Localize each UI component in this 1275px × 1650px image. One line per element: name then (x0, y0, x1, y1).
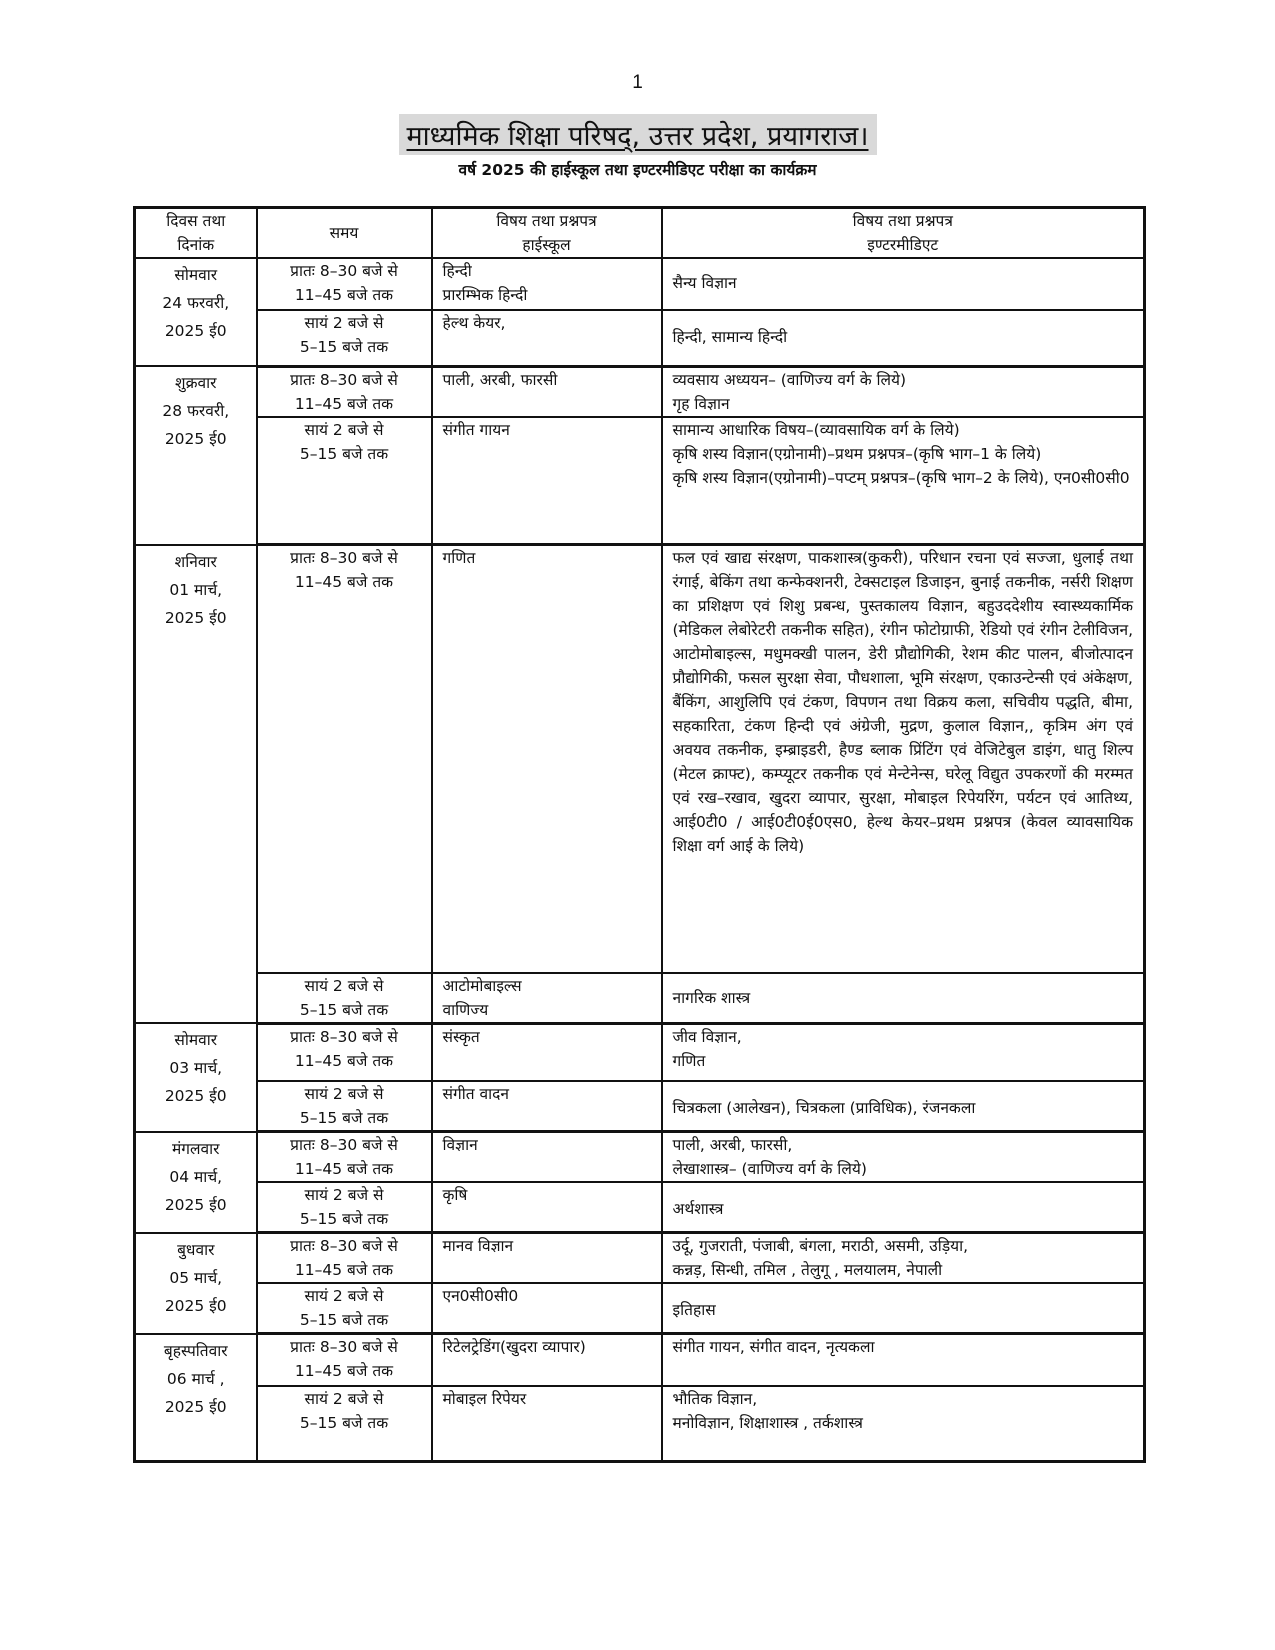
time-cell-line: प्रातः 8–30 बजे से (290, 549, 398, 567)
time-cell-line: सायं 2 बजे से (304, 314, 384, 332)
day-date-line: 03 मार्च, (169, 1059, 223, 1077)
day-date-line: मंगलवार (172, 1139, 220, 1158)
highschool-subject-cell (432, 310, 662, 366)
day-date-cell (135, 1334, 257, 1462)
time-cell-line: 11–45 बजे तक (294, 1160, 394, 1178)
time-cell-line: 11–45 बजे तक (294, 573, 394, 591)
intermediate-subject-cell-line: भौतिक विज्ञान, (672, 1389, 758, 1408)
highschool-subject-cell (432, 973, 662, 1024)
time-cell-line: सायं 2 बजे से (304, 1186, 384, 1204)
day-date-line: 2025 ई0 (164, 1087, 227, 1105)
table-row (135, 973, 1145, 1024)
highschool-subject-cell-line: संस्कृत (442, 1027, 480, 1046)
page-title: माध्यमिक शिक्षा परिषद्, उत्तर प्रदेश, प्रयागराज। (399, 114, 877, 155)
intermediate-subject-cell (662, 1283, 1145, 1334)
cell-wrap (673, 1082, 1134, 1120)
page-number: 1 (632, 72, 643, 93)
intermediate-subject-cell-line: पाली, अरबी, फारसी, (672, 1136, 793, 1154)
intermediate-subject-cell-line: सामान्य आधारिक विषय–(व्यावसायिक वर्ग के लिये) (672, 420, 960, 439)
intermediate-subject-cell-line: चित्रकला (आलेखन), चित्रकला (प्राविधिक), रंजनकला (672, 1099, 976, 1117)
day-date-line: सोमवार (174, 266, 218, 284)
highschool-subject-cell (432, 1283, 662, 1334)
table-row (135, 366, 1145, 417)
intermediate-subject-cell (662, 1233, 1145, 1284)
time-cell (257, 545, 432, 973)
highschool-subject-cell (432, 1233, 662, 1284)
time-cell-line: 11–45 बजे तक (294, 394, 394, 413)
intermediate-subject-cell-line: संगीत गायन, संगीत वादन, नृत्यकला (672, 1338, 875, 1356)
day-date-cell (135, 258, 257, 366)
day-date-cell (135, 366, 257, 545)
time-cell-line: 5–15 बजे तक (299, 1210, 389, 1228)
highschool-subject-cell-line: विज्ञान (442, 1136, 478, 1154)
time-cell (257, 1023, 432, 1081)
day-date-line: सोमवार (174, 1031, 218, 1049)
header-hs-line1: विषय तथा प्रश्नपत्र (496, 212, 597, 230)
intermediate-subject-cell-line: कृषि शस्य विज्ञान(एग्रोनामी)–प्रथम प्रश्नपत्र–(कृषि भाग–1 के लिये) (672, 444, 1042, 463)
highschool-subject-cell-line: प्रारम्भिक हिन्दी (442, 286, 528, 304)
time-cell-line: सायं 2 बजे से (304, 1389, 384, 1408)
time-cell-line: 5–15 बजे तक (299, 1413, 389, 1432)
table-row (135, 1132, 1145, 1183)
intermediate-subject-cell-line: जीव विज्ञान, (672, 1027, 742, 1046)
intermediate-subject-cell-line: इतिहास (672, 1301, 716, 1319)
highschool-subject-cell (432, 1386, 662, 1462)
day-date-line: बुधवार (177, 1240, 215, 1259)
table-row (135, 258, 1145, 310)
day-date-line: 28 फरवरी, (162, 402, 230, 420)
table-row (135, 310, 1145, 366)
time-cell-line: सायं 2 बजे से (304, 1287, 384, 1305)
header-day-line: दिवस तथा (166, 212, 226, 230)
intermediate-subject-cell (662, 1334, 1145, 1386)
time-cell-line: प्रातः 8–30 बजे से (290, 1338, 398, 1356)
highschool-subject-cell (432, 1023, 662, 1081)
table-row (135, 545, 1145, 973)
header-highschool (432, 208, 662, 259)
highschool-subject-cell-line: मानव विज्ञान (442, 1237, 514, 1255)
table-row (135, 1334, 1145, 1386)
intermediate-subject-cell-line: लेखाशास्त्र– (वाणिज्य वर्ग के लिये) (672, 1160, 867, 1178)
exam-schedule-table (133, 206, 1146, 1463)
time-cell (257, 1283, 432, 1334)
time-cell-line: प्रातः 8–30 बजे से (290, 370, 398, 389)
day-date-cell (135, 1233, 257, 1334)
time-cell (257, 310, 432, 366)
header-intermediate (662, 208, 1145, 259)
time-cell-line: 11–45 बजे तक (294, 1362, 394, 1380)
time-cell-line: 11–45 बजे तक (294, 286, 394, 304)
time-cell (257, 417, 432, 545)
intermediate-subject-cell-line: फल एवं खाद्य संरक्षण, पाकशास्त्र(कुकरी), परिधान रचना एवं सज्जा, धुलाई तथा रंगाई, बेकिंग तथा कन्फेक्शनरी, टेक्सटाइल डिजाइन, बुनाई तकनीक, नर्सरी शिक्षण का प्रशिक्षण एवं शिशु प्रबन्ध, पुस्तकालय विज्ञान, बहुउददेशीय स्वास्थ्यकार्मिक (मेडिकल लेबोरेटरी तकनीक सहित), रंगीन फोटोग्राफी, रेडियो एवं रंगीन टेलीविजन, आटोमोबाइल्स, मधुमक्खी पालन, डेरी प्रौद्योगिकी, रेशम कीट पालन, बीजोत्पादन प्रौद्योगिकी, फसल सुरक्षा सेवा, पौधशाला, भूमि संरक्षण, एकाउन्टेन्सी एवं अंकेक्षण, बैंकिंग, आशुलिपि एवं टंकण, विपणन तथा विक्रय कला, सचिवीय पद्धति, बीमा, सहकारिता, टंकण हिन्दी एवं अंग्रेजी, मुद्रण, कुलाल विज्ञान,, कृत्रिम अंग एवं अवयव तकनीक, इम्ब्राइडरी, हैण्ड ब्लाक प्रिंटिंग एवं वेजिटेबुल डाइंग, धातु शिल्प (मेटल क्राफ्ट), कम्प्यूटर तकनीक एवं मेन्टेनेन्स, घरेलू विद्युत उपकरणों की मरम्मत एवं रख–रखाव, खुदरा व्यापार, सुरक्षा, मोबाइल रिपेयरिंग, पर्यटन एवं आतिथ्य, आई0टी0 / आई0टी0ई0एस0, हेल्थ केयर–प्रथम प्रश्नपत्र (केवल व्यावसायिक शिक्षा वर्ग आई के लिये) (672, 549, 1133, 855)
table-row (135, 1386, 1145, 1462)
day-date-line: 2025 ई0 (164, 1195, 227, 1214)
intermediate-subject-cell (662, 545, 1145, 973)
cell-wrap (673, 1284, 1134, 1322)
intermediate-subject-cell (662, 1132, 1145, 1183)
day-date-line: शनिवार (174, 552, 217, 571)
time-cell-line: 5–15 बजे तक (299, 444, 389, 463)
header-hs-line2: हाईस्कूल (522, 236, 571, 254)
intermediate-subject-cell (662, 973, 1145, 1024)
time-cell-line: सायं 2 बजे से (304, 420, 384, 439)
day-date-line: 24 फरवरी, (162, 294, 230, 312)
cell-wrap (673, 974, 1134, 1010)
time-cell-line: 11–45 बजे तक (294, 1261, 394, 1279)
day-date-line: शुक्रवार (175, 374, 217, 392)
intermediate-subject-cell (662, 417, 1145, 545)
day-date-line: 2025 ई0 (164, 430, 227, 448)
time-cell-line: प्रातः 8–30 बजे से (290, 1027, 398, 1046)
time-cell (257, 973, 432, 1024)
table-row (135, 1233, 1145, 1284)
time-cell-line: प्रातः 8–30 बजे से (290, 1136, 398, 1154)
intermediate-subject-cell-line: कृषि शस्य विज्ञान(एग्रोनामी)–पप्टम् प्रश्नपत्र–(कृषि भाग–2 के लिये), एन0सी0सी0 (672, 468, 1130, 487)
time-cell (257, 1182, 432, 1233)
header-time: समय (257, 208, 432, 259)
highschool-subject-cell-line: पाली, अरबी, फारसी (442, 370, 558, 389)
highschool-subject-cell (432, 1081, 662, 1132)
day-date-line: 2025 ई0 (164, 1296, 227, 1315)
day-date-cell (135, 1132, 257, 1233)
day-date-cell (135, 545, 257, 1024)
intermediate-subject-cell (662, 366, 1145, 417)
title-wrap (0, 114, 1275, 155)
highschool-subject-cell-line: वाणिज्य (442, 1000, 489, 1019)
highschool-subject-cell (432, 417, 662, 545)
time-cell (257, 1386, 432, 1462)
time-cell-line: 11–45 बजे तक (294, 1051, 394, 1070)
day-date-line: 2025 ई0 (164, 322, 227, 340)
time-cell (257, 258, 432, 310)
day-date-line: 2025 ई0 (164, 1397, 227, 1416)
highschool-subject-cell-line: गणित (442, 549, 476, 567)
highschool-subject-cell-line: मोबाइल रिपेयर (442, 1389, 527, 1408)
highschool-subject-cell-line: कृषि (442, 1186, 468, 1204)
header-int-line1: विषय तथा प्रश्नपत्र (852, 212, 953, 230)
time-cell (257, 366, 432, 417)
intermediate-subject-cell (662, 1386, 1145, 1462)
highschool-subject-cell (432, 545, 662, 973)
day-date-line: 06 मार्च , (166, 1369, 225, 1388)
time-cell-line: 5–15 बजे तक (299, 338, 389, 356)
highschool-subject-cell-line: हिन्दी (442, 262, 472, 280)
intermediate-subject-cell-line: नागरिक शास्त्र (672, 988, 751, 1007)
intermediate-subject-cell-line: मनोविज्ञान, शिक्षाशास्त्र , तर्कशास्त्र (672, 1413, 863, 1432)
highschool-subject-cell (432, 1132, 662, 1183)
highschool-subject-cell-line: एन0सी0सी0 (442, 1287, 519, 1305)
time-cell-line: प्रातः 8–30 बजे से (290, 1237, 398, 1255)
time-cell (257, 1132, 432, 1183)
day-date-line: बृहस्पतिवार (163, 1341, 228, 1360)
highschool-subject-cell (432, 258, 662, 310)
highschool-subject-cell-line: रिटेलट्रेडिंग(खुदरा व्यापार) (442, 1338, 586, 1356)
schedule-body (135, 258, 1145, 1462)
intermediate-subject-cell-line: व्यवसाय अध्ययन– (वाणिज्य वर्ग के लिये) (672, 370, 907, 389)
intermediate-subject-cell (662, 310, 1145, 366)
highschool-subject-cell-line: संगीत गायन (442, 420, 510, 439)
intermediate-subject-cell-line: उर्दू, गुजराती, पंजाबी, बंगला, मराठी, असमी, उड़िया, (672, 1237, 969, 1255)
cell-wrap (673, 259, 1134, 295)
time-cell-line: सायं 2 बजे से (304, 976, 384, 995)
time-cell (257, 1081, 432, 1132)
intermediate-subject-cell-line: गणित (672, 1051, 706, 1070)
highschool-subject-cell (432, 1334, 662, 1386)
time-cell-line: प्रातः 8–30 बजे से (290, 262, 398, 280)
time-cell-line: 5–15 बजे तक (299, 1311, 389, 1329)
highschool-subject-cell-line: हेल्थ केयर, (442, 314, 506, 332)
intermediate-subject-cell-line: गृह विज्ञान (672, 394, 730, 413)
day-date-line: 04 मार्च, (169, 1167, 223, 1186)
table-row (135, 1081, 1145, 1132)
intermediate-subject-cell-line: हिन्दी, सामान्य हिन्दी (672, 328, 788, 346)
page-subtitle: वर्ष 2025 की हाईस्कूल तथा इण्टरमीडिएट परीक्षा का कार्यक्रम (458, 161, 817, 179)
time-cell-line: 5–15 बजे तक (299, 1000, 389, 1019)
highschool-subject-cell (432, 366, 662, 417)
header-day-date (135, 208, 257, 259)
intermediate-subject-cell (662, 1182, 1145, 1233)
day-date-line: 01 मार्च, (169, 580, 223, 599)
time-cell (257, 1334, 432, 1386)
cell-wrap (673, 311, 1134, 349)
intermediate-subject-cell (662, 1023, 1145, 1081)
time-cell (257, 1233, 432, 1284)
time-cell-line: 5–15 बजे तक (299, 1109, 389, 1127)
intermediate-subject-cell (662, 1081, 1145, 1132)
table-row (135, 1023, 1145, 1081)
highschool-subject-cell-line: संगीत वादन (442, 1085, 509, 1103)
table-row (135, 1283, 1145, 1334)
highschool-subject-cell (432, 1182, 662, 1233)
header-int-line2: इण्टरमीडिएट (867, 236, 939, 254)
day-date-cell (135, 1023, 257, 1132)
intermediate-subject-cell-line: सैन्य विज्ञान (672, 274, 737, 292)
intermediate-subject-cell-line: अर्थशास्त्र (672, 1200, 724, 1218)
intermediate-subject-cell (662, 258, 1145, 310)
cell-wrap (673, 1183, 1134, 1221)
header-date-line: दिनांक (177, 236, 215, 254)
highschool-subject-cell-line: आटोमोबाइल्स (442, 976, 522, 995)
time-cell-line: सायं 2 बजे से (304, 1085, 384, 1103)
day-date-line: 2025 ई0 (164, 608, 227, 627)
header-row (135, 208, 1145, 259)
table-row (135, 1182, 1145, 1233)
intermediate-subject-cell-line: कन्नड़, सिन्धी, तमिल , तेलुगू , मलयालम, नेपाली (672, 1261, 943, 1279)
table-row (135, 417, 1145, 545)
day-date-line: 05 मार्च, (169, 1268, 223, 1287)
